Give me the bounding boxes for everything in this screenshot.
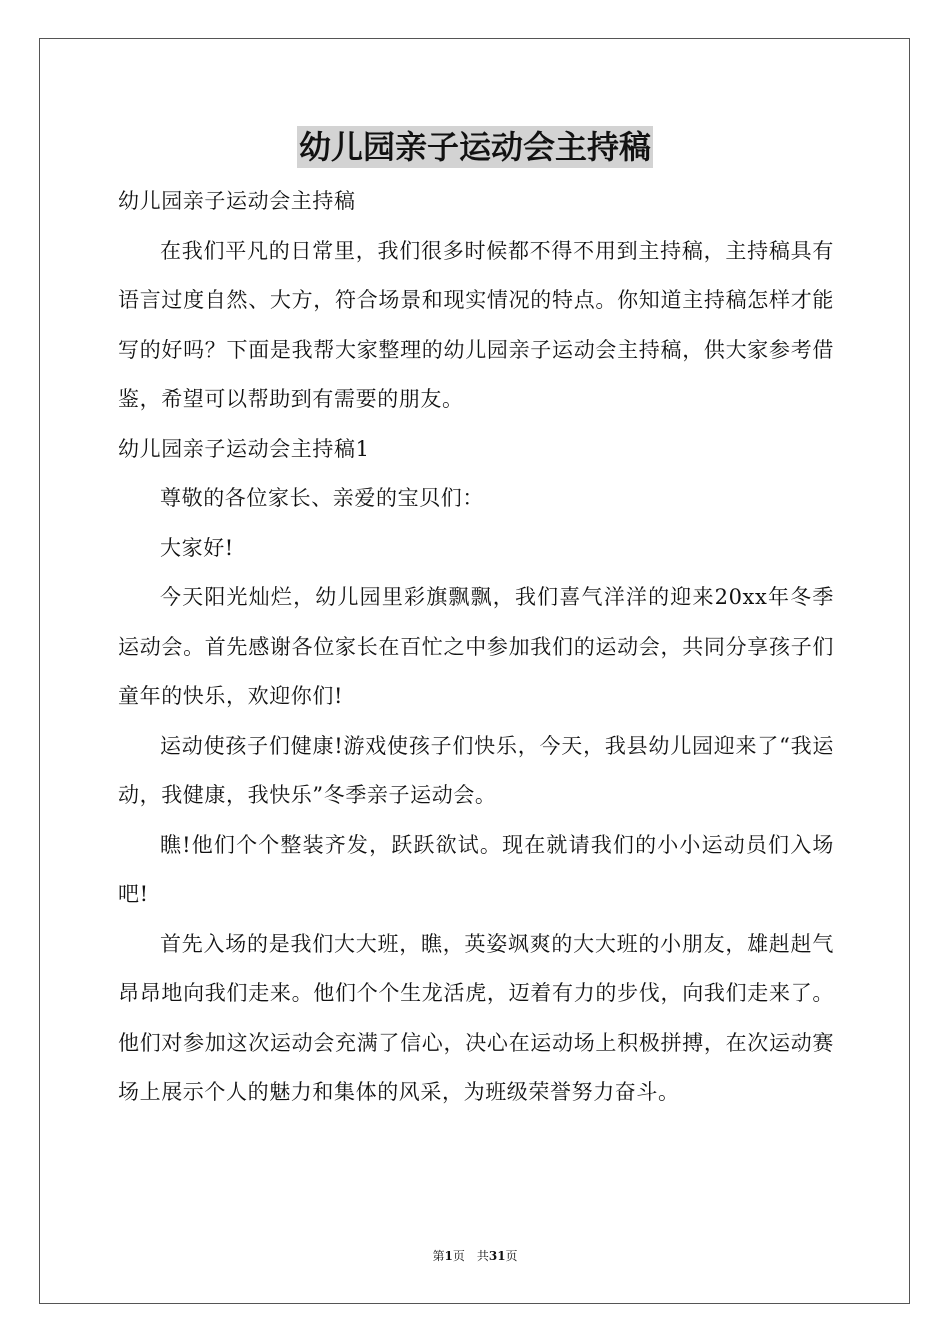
section-heading: 幼儿园亲子运动会主持稿1 [118,436,370,461]
theme-paragraph: 运动使孩子们健康!游戏使孩子们快乐，今天，我县幼儿园迎来了“我运动，我健康，我快乐”冬季亲子运动会。 [118,733,834,807]
document-title: 幼儿园亲子运动会主持稿 [298,128,651,166]
hello-paragraph: 大家好! [160,535,234,560]
page-number: 1 [444,1249,453,1263]
page-suffix: 页 [452,1249,465,1263]
title-container [0,126,950,168]
class-entrance-paragraph: 首先入场的是我们大大班，瞧，英姿飒爽的大大班的小朋友，雄赳赳气昂昂地向我们走来。他们个个生龙活虎，迈着有力的步伐，向我们走来了。他们对参加这次运动会充满了信心，决心在运动场上积极拼搏，在次运动赛场上展示个人的魅力和集体的风采，为班级荣誉努力奋斗。 [118,931,834,1104]
document-body [118,177,834,1118]
welcome-paragraph: 今天阳光灿烂，幼儿园里彩旗飘飘，我们喜气洋洋的迎来20xx年冬季运动会。首先感谢各位家长在百忙之中参加我们的运动会，共同分享孩子们童年的快乐，欢迎你们! [118,585,834,708]
total-suffix: 页 [505,1249,518,1263]
page-footer [0,1248,950,1264]
intro-paragraph: 在我们平凡的日常里，我们很多时候都不得不用到主持稿，主持稿具有语言过度自然、大方，符合场景和现实情况的特点。你知道主持稿怎样才能写的好吗？下面是我帮大家整理的幼儿园亲子运动会主持稿，供大家参考借鉴，希望可以帮助到有需要的朋友。 [118,238,834,411]
document-subtitle: 幼儿园亲子运动会主持稿 [118,189,356,213]
greeting-paragraph: 尊敬的各位家长、亲爱的宝贝们： [160,486,484,510]
total-pages: 31 [488,1249,506,1263]
entrance-paragraph: 瞧!他们个个整装齐发，跃跃欲试。现在就请我们的小小运动员们入场吧! [118,832,834,906]
total-prefix: 共 [476,1249,489,1263]
page-prefix: 第 [432,1249,445,1263]
